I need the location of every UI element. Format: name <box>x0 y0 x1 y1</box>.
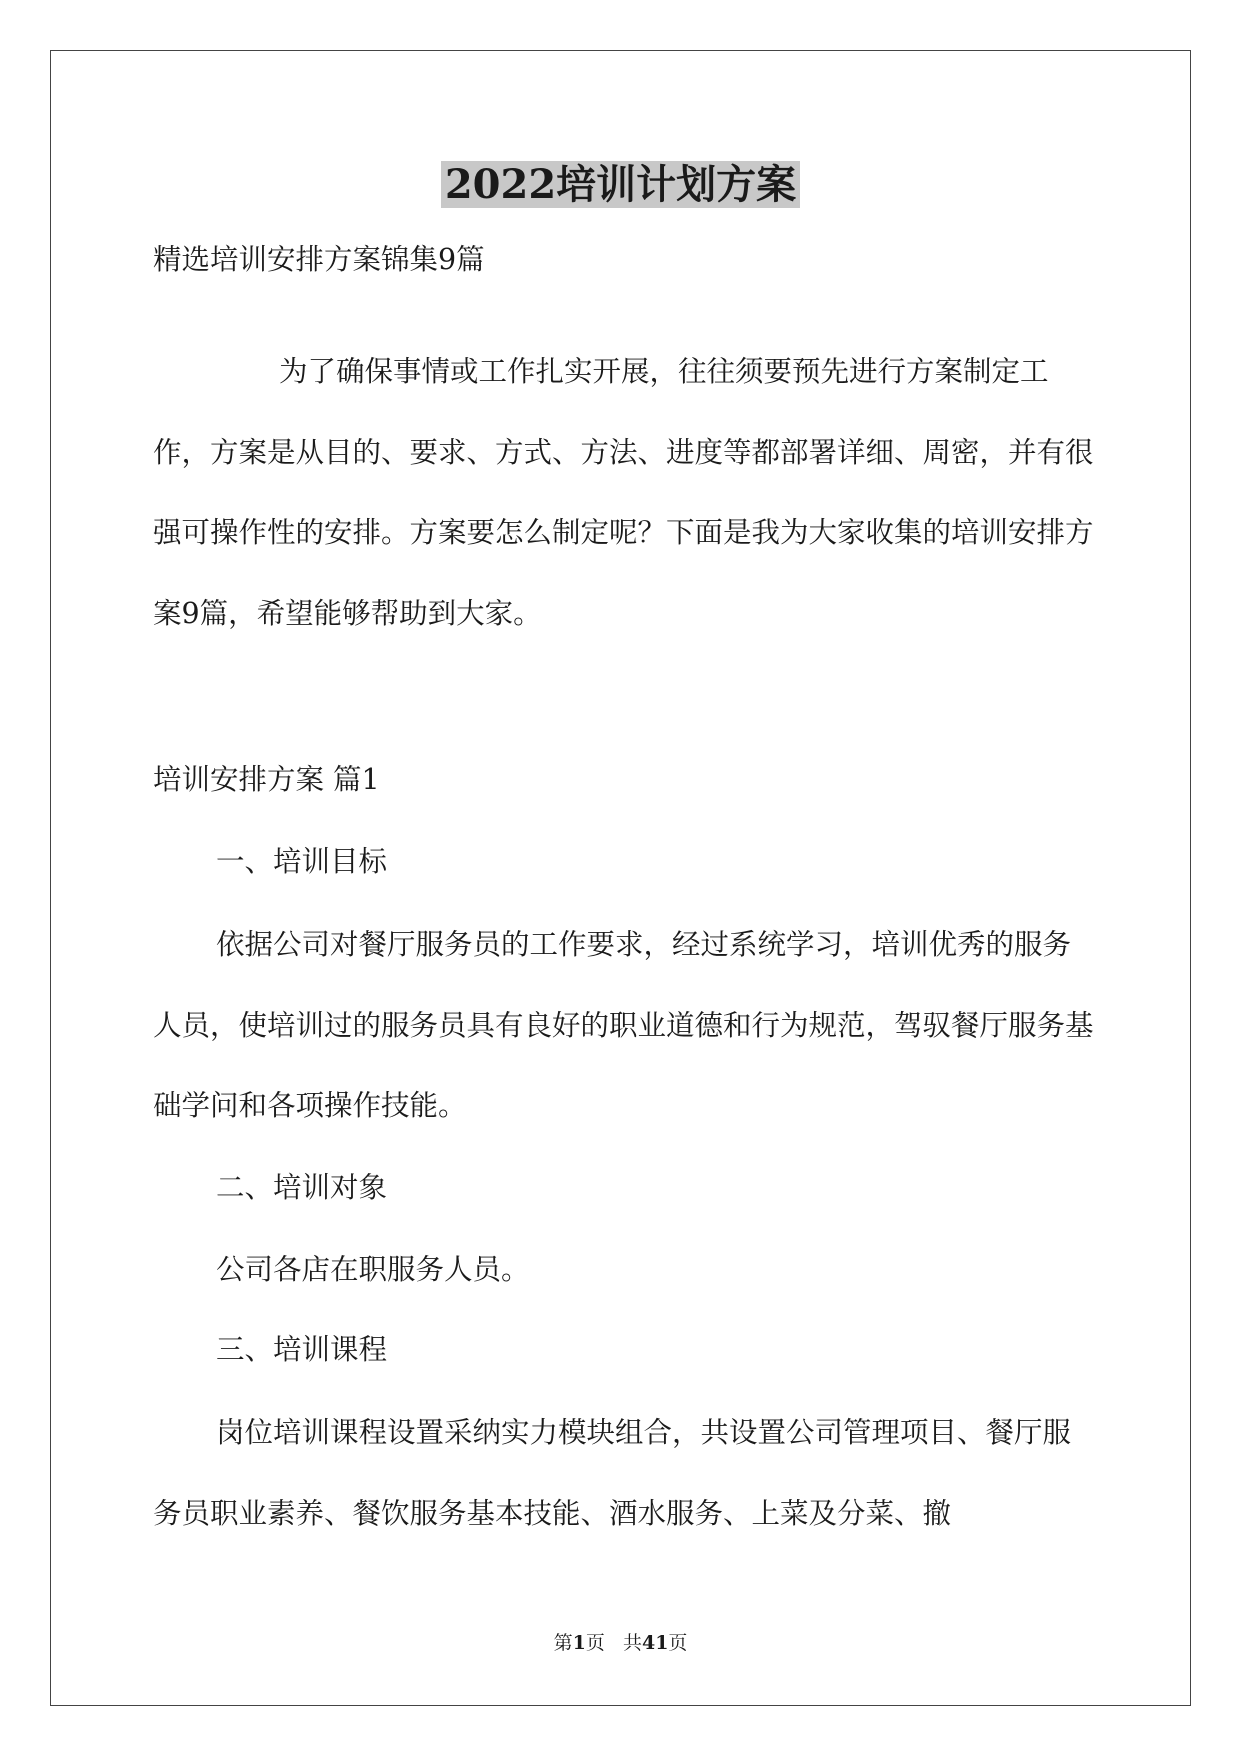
page-prefix: 第 <box>553 1632 573 1654</box>
document-title-text: 2022培训计划方案 <box>441 161 800 208</box>
item-text-3: 岗位培训课程设置采纳实力模块组合，共设置公司管理项目、餐厅服务员职业素养、餐饮服务基本技能、酒水服务、上菜及分菜、撤 <box>153 1416 1072 1530</box>
intro-paragraph: 为了确保事情或工作扎实开展，往往须要预先进行方案制定工作，方案是从目的、要求、方式、方法、进度等都部署详细、周密，并有很强可操作性的安排。方案要怎么制定呢？下面是我为大家收集的培训安排方案9篇，希望能够帮助到大家。 <box>153 355 1094 630</box>
page-number: 1 <box>572 1632 586 1654</box>
total-prefix: 共 <box>622 1632 642 1654</box>
total-pages: 41 <box>641 1632 669 1654</box>
document-subtitle: 精选培训安排方案锦集9篇 <box>153 243 485 276</box>
item-text-2: 公司各店在职服务人员。 <box>216 1253 530 1286</box>
item-heading-1: 一、培训目标 <box>216 845 388 878</box>
item-text-1: 依据公司对餐厅服务员的工作要求，经过系统学习，培训优秀的服务人员，使培训过的服务员具有良好的职业道德和行为规范，驾驭餐厅服务基础学问和各项操作技能。 <box>153 928 1094 1122</box>
page-suffix: 页 <box>585 1632 605 1654</box>
item-heading-2: 二、培训对象 <box>216 1171 388 1204</box>
section-heading: 培训安排方案 篇1 <box>153 763 380 796</box>
total-suffix: 页 <box>668 1632 688 1654</box>
item-heading-3: 三、培训课程 <box>216 1333 388 1366</box>
page-footer <box>0 1630 1241 1656</box>
document-title <box>0 155 1241 215</box>
